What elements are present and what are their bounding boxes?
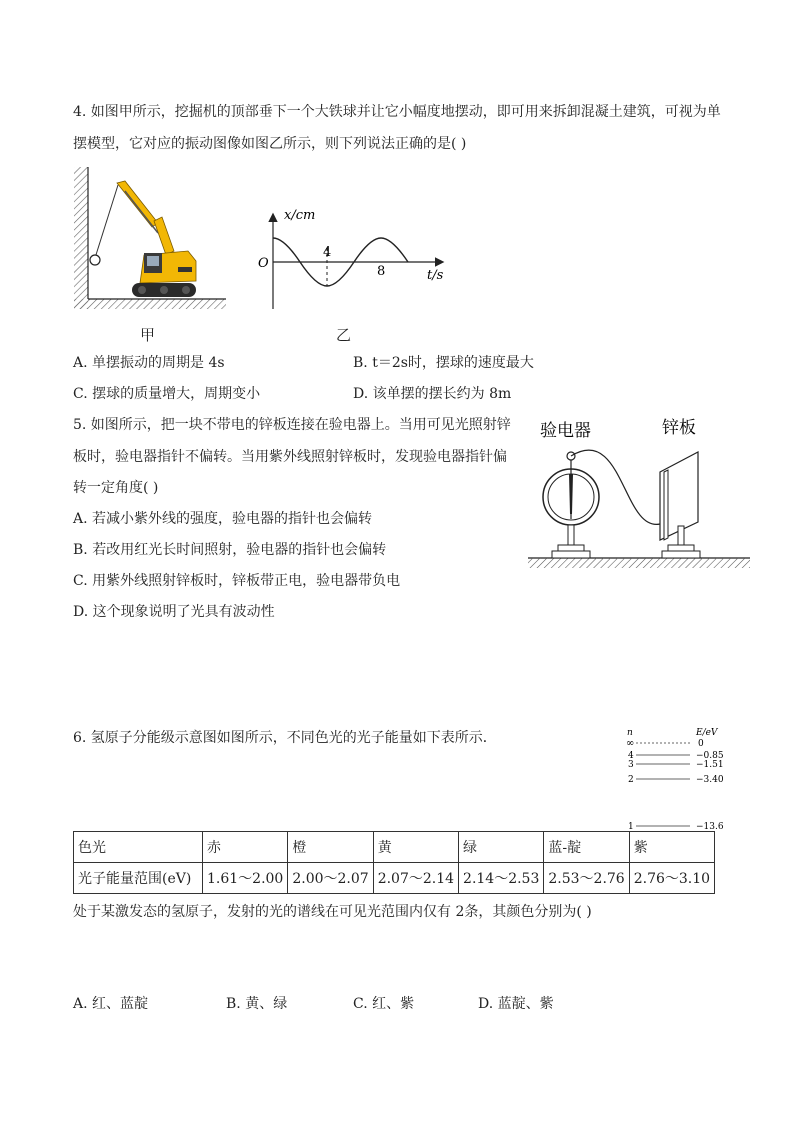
table-cell: 2.76～3.10 <box>629 863 714 894</box>
table-cell: 2.07～2.14 <box>373 863 458 894</box>
level-n-1: 1 <box>628 822 634 832</box>
energy-e-header: E/eV <box>696 728 718 738</box>
energy-level-diagram <box>620 725 730 835</box>
graph-tick-4: 4 <box>323 245 332 260</box>
table-cell: 光子能量范围(eV) <box>74 863 203 894</box>
level-e-1: −13.6 <box>696 822 724 832</box>
q5-option-c: C. 用紫外线照射锌板时，锌板带正电，验电器带负电 <box>73 573 401 589</box>
level-e-2: −3.40 <box>696 775 724 785</box>
q6-option-a: A. 红、蓝靛 <box>73 996 149 1012</box>
level-e-inf: 0 <box>698 739 704 749</box>
graph-y-label: x/cm <box>284 208 316 223</box>
table-cell: 绿 <box>459 832 544 863</box>
q4-stem-line1: 4. 如图甲所示，挖掘机的顶部垂下一个大铁球并让它小幅度地摆动，即可用来拆卸混凝土建筑，可视为单 <box>73 104 721 120</box>
table-cell: 橙 <box>288 832 373 863</box>
q5-option-a: A. 若减小紫外线的强度，验电器的指针也会偏转 <box>73 511 373 527</box>
table-cell: 2.53～2.76 <box>544 863 629 894</box>
q4-option-c: C. 摆球的质量增大，周期变小 <box>73 386 261 402</box>
q6-stem-line2: 处于某激发态的氢原子，发射的光的谱线在可见光范围内仅有 2条，其颜色分别为( ) <box>73 904 592 920</box>
q6-option-c: C. 红、紫 <box>353 996 415 1012</box>
table-cell: 1.61～2.00 <box>203 863 288 894</box>
excavator-figure <box>70 163 230 315</box>
q4-option-b: B. t＝2s时，摆球的速度最大 <box>353 355 534 371</box>
q6-stem-line1: 6. 氢原子分能级示意图如图所示，不同色光的光子能量如下表所示． <box>73 730 497 746</box>
q5-option-b: B. 若改用红光长时间照射，验电器的指针也会偏转 <box>73 542 387 558</box>
level-e-3: −1.51 <box>696 760 724 770</box>
table-cell: 2.00～2.07 <box>288 863 373 894</box>
vibration-graph <box>252 203 452 315</box>
level-e-4: −0.85 <box>696 751 724 761</box>
energy-n-header: n <box>627 728 633 738</box>
level-n-3: 3 <box>628 760 634 770</box>
q5-option-d: D. 这个现象说明了光具有波动性 <box>73 604 275 620</box>
table-row <box>74 863 715 894</box>
q4-stem-line2: 摆模型，它对应的振动图像如图乙所示，则下列说法正确的是( ) <box>73 136 467 152</box>
figure-yi-caption: 乙 <box>336 326 352 344</box>
electroscope-figure <box>528 414 750 574</box>
level-n-2: 2 <box>628 775 634 785</box>
graph-origin: O <box>258 256 269 271</box>
table-cell: 色光 <box>74 832 203 863</box>
q4-option-d: D. 该单摆的摆长约为 8m <box>353 386 512 402</box>
level-n-4: 4 <box>628 751 634 761</box>
q5-stem-line1: 5. 如图所示，把一块不带电的锌板连接在验电器上。当用可见光照射锌 <box>73 417 511 433</box>
q6-option-b: B. 黄、绿 <box>226 996 288 1012</box>
graph-tick-8: 8 <box>377 264 386 279</box>
table-header-row <box>74 832 715 863</box>
label-electroscope: 验电器 <box>540 421 591 441</box>
table-cell: 赤 <box>203 832 288 863</box>
table-cell: 2.14～2.53 <box>459 863 544 894</box>
q5-stem-line2: 板时，验电器指针不偏转。当用紫外线照射锌板时，发现验电器指针偏 <box>73 449 507 465</box>
table-cell: 紫 <box>629 832 714 863</box>
graph-t-label: t/s <box>427 268 444 283</box>
q5-stem-line3: 转一定角度( ) <box>73 480 159 496</box>
q6-option-d: D. 蓝靛、紫 <box>478 996 554 1012</box>
q4-option-a: A. 单摆振动的周期是 4s <box>73 355 225 371</box>
table-cell: 蓝-靛 <box>544 832 629 863</box>
label-zinc-plate: 锌板 <box>662 418 696 438</box>
figure-jia-caption: 甲 <box>140 326 156 344</box>
level-n-inf: ∞ <box>626 738 635 749</box>
photon-energy-table <box>73 831 715 894</box>
table-cell: 黄 <box>373 832 458 863</box>
